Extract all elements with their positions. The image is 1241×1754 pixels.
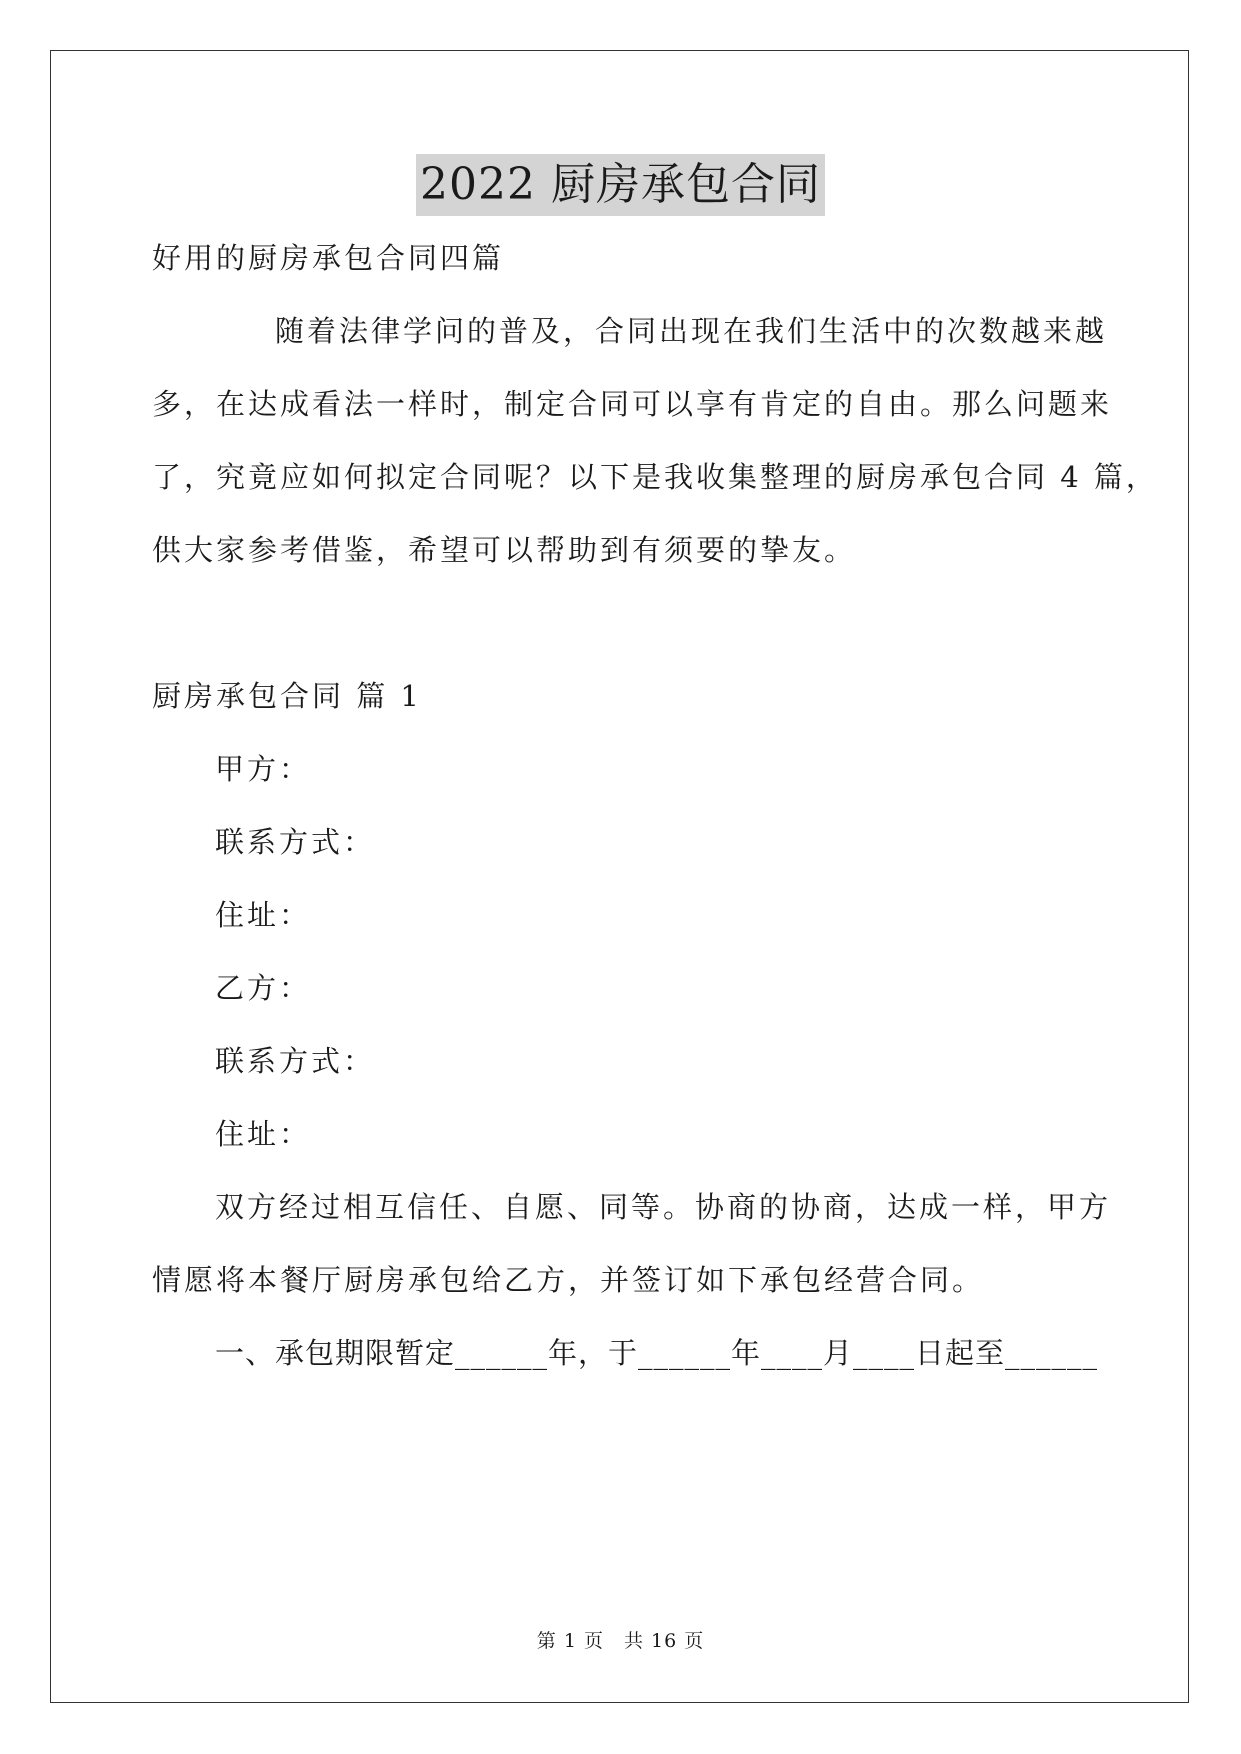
intro-line-1: 随着法律学问的普及，合同出现在我们生活中的次数越来越 — [275, 314, 1108, 348]
page-number-footer: 第 1 页 共 16 页 — [536, 1630, 705, 1652]
intro-line-4: 供大家参考借鉴，希望可以帮助到有须要的挚友。 — [152, 533, 857, 567]
intro-line-3: 了，究竟应如何拟定合同呢？以下是我收集整理的厨房承包合同 4 篇， — [152, 460, 1158, 494]
intro-line-2: 多，在达成看法一样时，制定合同可以享有肯定的自由。那么问题来 — [152, 387, 1113, 421]
document-subtitle: 好用的厨房承包合同四篇 — [152, 241, 505, 275]
body-line-2: 情愿将本餐厅厨房承包给乙方，并签订如下承包经营合同。 — [152, 1263, 985, 1297]
party-a-label: 甲方： — [215, 752, 312, 786]
title-container — [0, 154, 1241, 216]
party-b-label: 乙方： — [215, 971, 312, 1005]
page-border — [50, 50, 1189, 1703]
party-a-address-label: 住址： — [215, 898, 312, 932]
party-a-contact-label: 联系方式： — [215, 825, 376, 859]
party-b-address-label: 住址： — [215, 1117, 312, 1151]
body-line-1: 双方经过相互信任、自愿、同等。协商的协商，达成一样，甲方 — [215, 1190, 1112, 1224]
document-title: 2022 厨房承包合同 — [416, 154, 825, 216]
section-heading: 厨房承包合同 篇 1 — [152, 679, 422, 713]
party-b-contact-label: 联系方式： — [215, 1044, 376, 1078]
body-line-3: 一、承包期限暂定______年，于______年____月____日起至______ — [215, 1336, 1099, 1370]
